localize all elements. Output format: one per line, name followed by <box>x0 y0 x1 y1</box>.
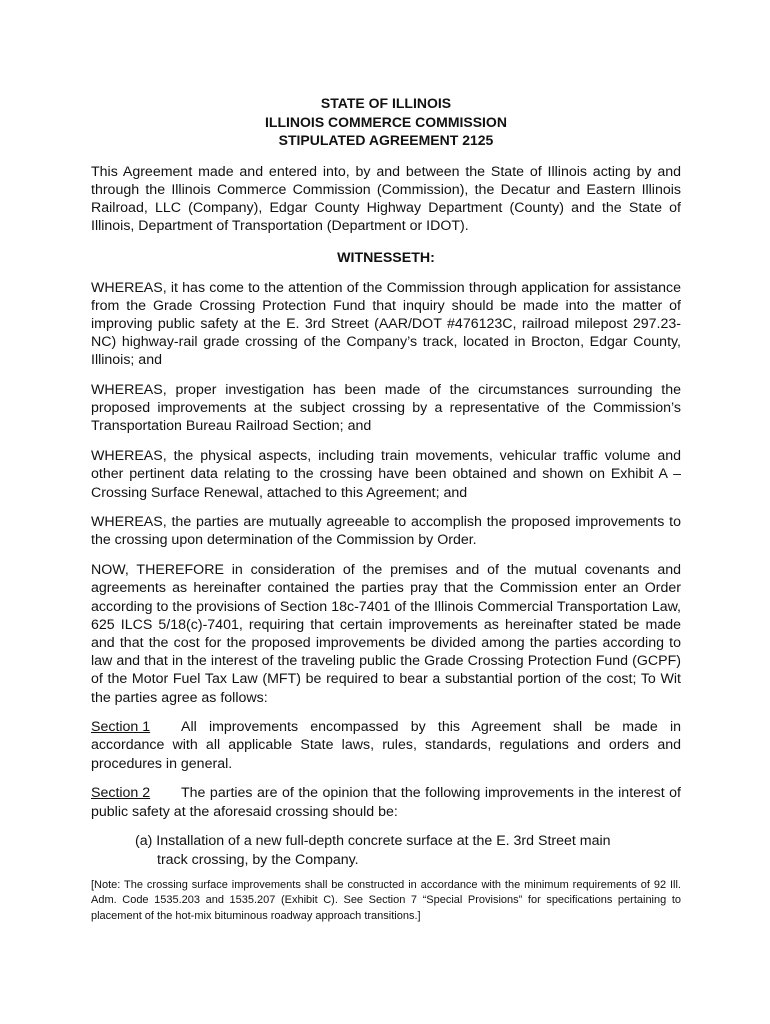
document-title <box>91 94 681 150</box>
whereas-paragraph-3: WHEREAS, the physical aspects, including train movements, vehicular traffic volume and other pertinent data relating to the crossing have been obtained and shown on Exhibit A – Crossing Surface Renewal, attached to this Agreement; and <box>91 448 681 501</box>
witnesseth-heading: WITNESSETH: <box>337 250 435 267</box>
improvement-item-a: (a) Installation of a new full-depth concrete surface at the E. 3rd Street main track crossing, by the Company. <box>135 833 611 868</box>
section-1-text: All improvements encompassed by this Agreement shall be made in accordance with all applicable State laws, rules, standards, regulations and orders and procedures in general. <box>91 719 681 772</box>
now-therefore-paragraph: NOW, THEREFORE in consideration of the premises and of the mutual covenants and agreements as hereinafter contained the parties pray that the Commission enter an Order according to the provisions of Section 18c-7401 of the Illinois Commercial Transportation Law, 625 ILCS 5/18(c)-7401, requiring that certain improvements as hereinafter stated be made and that the cost for the proposed improvements be divided among the parties according to law and that in the interest of the traveling public the Grade Crossing Protection Fund (GCPF) of the Motor Fuel Tax Law (MFT) be required to bear a substantial portion of the cost; To Wit the parties agree as follows: <box>91 562 681 706</box>
whereas-paragraph-1: WHEREAS, it has come to the attention of the Commission through application for assistance from the Grade Crossing Protection Fund that inquiry should be made into the matter of improving public safety at the E. 3rd Street (AAR/DOT #476123C, railroad milepost 297.23-NC) highway-rail grade crossing of the Company’s track, located in Brocton, Edgar County, Illinois; and <box>91 279 681 369</box>
crossing-note: [Note: The crossing surface improvements shall be constructed in accordance with the minimum requirements of 92 Ill. Adm. Code 1535.203 and 1535.207 (Exhibit C). See Section 7 “Special Provisions” for specifications pertaining to placement of the hot-mix bituminous roadway approach transitions.] <box>91 878 681 922</box>
title-line-state: STATE OF ILLINOIS <box>320 95 452 111</box>
title-line-agreement: STIPULATED AGREEMENT 2125 <box>278 132 494 148</box>
intro-paragraph: This Agreement made and entered into, by and between the State of Illinois acting by and through the Illinois Commerce Commission (Commission), the Decatur and Eastern Illinois Railroad, LLC (Company), Edgar County Highway Department (County) and the State of Illinois, Department of Transportation (Department or IDOT). <box>91 163 681 235</box>
section-2-text: The parties are of the opinion that the following improvements in the interest of public safety at the aforesaid crossing should be: <box>91 785 681 820</box>
section-2-label: Section 2 <box>91 785 151 802</box>
whereas-paragraph-4: WHEREAS, the parties are mutually agreeable to accomplish the proposed improvements to the crossing upon determination of the Commission by Order. <box>91 514 681 549</box>
section-1-paragraph <box>91 718 681 773</box>
title-line-commission: ILLINOIS COMMERCE COMMISSION <box>265 113 507 130</box>
section-2-paragraph <box>91 784 681 820</box>
whereas-paragraph-2: WHEREAS, proper investigation has been made of the circumstances surrounding the proposed improvements at the subject crossing by a representative of the Commission’s Transportation Bureau Railroad Section; and <box>91 382 681 435</box>
section-1-label: Section 1 <box>91 719 151 736</box>
document-body <box>91 94 681 924</box>
